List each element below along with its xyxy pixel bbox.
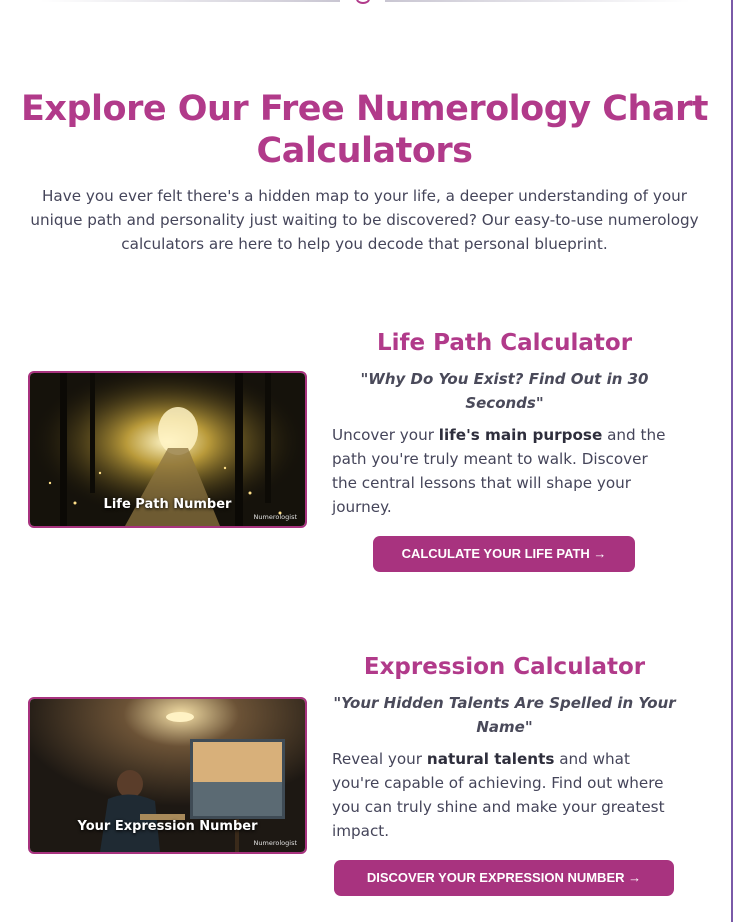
image-brand-logo: Numerologist — [253, 839, 297, 847]
life-path-image[interactable] — [28, 371, 307, 528]
expression-quote: "Your Hidden Talents Are Spelled in Your Name" — [333, 694, 676, 736]
expression-description: Reveal your natural talents and what you're capable of achieving. Find out where you can truly shine and make your greatest impact. — [332, 750, 665, 840]
top-divider — [40, 0, 690, 4]
image-caption: Life Path Number — [103, 497, 232, 512]
life-path-description: Uncover your life's main purpose and the path you're truly meant to walk. Discover the central lessons that will shape your journey. — [332, 426, 666, 516]
life-path-title: Life Path Calculator — [376, 330, 633, 356]
expression-title: Expression Calculator — [363, 654, 646, 680]
infinity-ornament-icon — [356, 0, 370, 4]
discover-expression-number-button[interactable]: DISCOVER YOUR EXPRESSION NUMBER → — [334, 860, 674, 896]
life-path-quote: "Why Do You Exist? Find Out in 30 Seconds" — [360, 370, 649, 412]
image-caption: Your Expression Number — [77, 819, 258, 834]
expression-image[interactable] — [28, 697, 307, 854]
calculate-life-path-button[interactable]: CALCULATE YOUR LIFE PATH → — [373, 536, 635, 572]
intro-paragraph: Have you ever felt there's a hidden map to your life, a deeper understanding of your unique path and personality just waiting to be discovered? Our easy-to-use numerology calculators are here to help you decode that personal blueprint. — [30, 187, 699, 253]
page-title: Explore Our Free Numerology Chart Calculators — [20, 89, 708, 171]
image-brand-logo: Numerologist — [253, 513, 297, 521]
